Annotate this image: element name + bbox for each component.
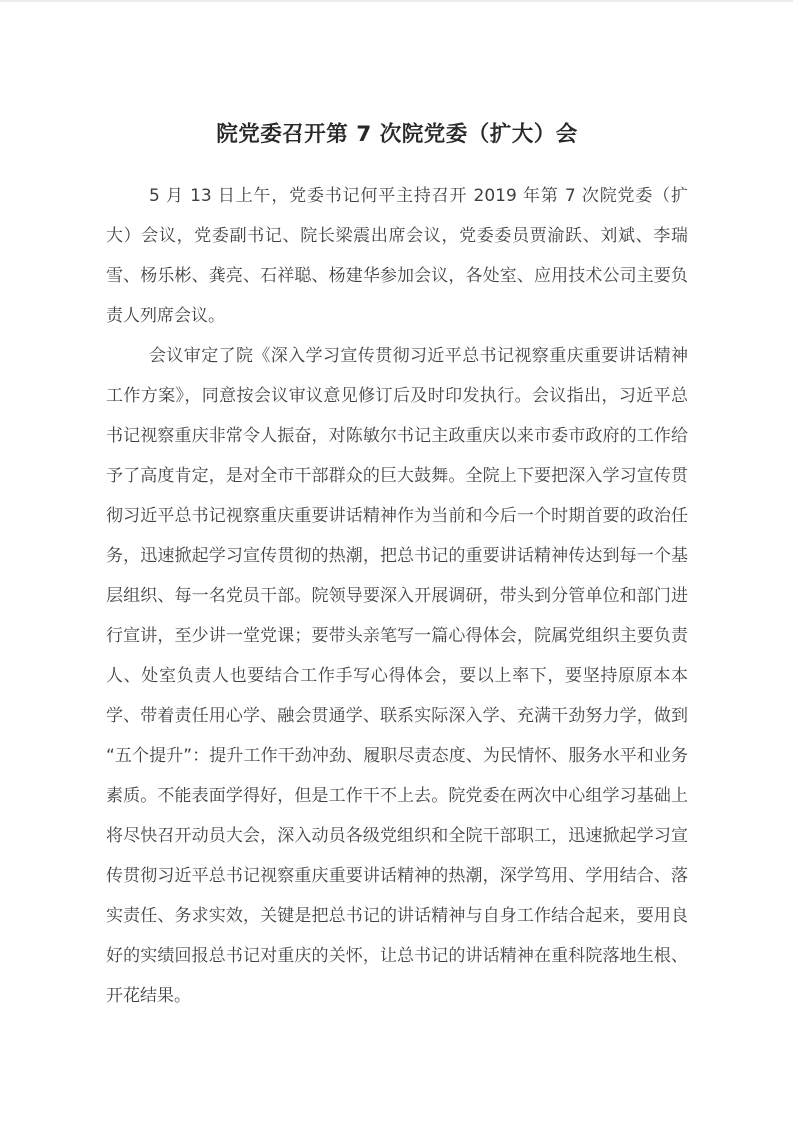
paragraph-1: 5 月 13 日上午，党委书记何平主持召开 2019 年第 7 次院党委（扩大）会议，党委副书记、院长梁震出席会议，党委委员贾渝跃、刘斌、李瑞雪、杨乐彬、龚亮、石祥聪、杨建华参加会议，各处室、应用技术公司主要负责人列席会议。 [106,186,688,326]
paragraph-2: 会议审定了院《深入学习宣传贯彻习近平总书记视察重庆重要讲话精神工作方案》，同意按会议审议意见修订后及时印发执行。会议指出，习近平总书记视察重庆非常令人振奋，对陈敏尔书记主政重庆以来市委市政府的工作给予了高度肯定，是对全市干部群众的巨大鼓舞。全院上下要把深入学习宣传贯彻习近平总书记视察重庆重要讲话精神作为当前和今后一个时期首要的政治任务，迅速掀起学习宣传贯彻的热潮，把总书记的重要讲话精神传达到每一个基层组织、每一名党员干部。院领导要深入开展调研，带头到分管单位和部门进行宣讲，至少讲一堂党课；要带头亲笔写一篇心得体会，院属党组织主要负责人、处室负责人也要结合工作手写心得体会，要以上率下，要坚持原原本本学、带着责任用心学、融会贯通学、联系实际深入学、充满干劲努力学，做到“五个提升”：提升工作干劲冲劲、履职尽责态度、为民情怀、服务水平和业务素质。不能表面学得好，但是工作干不上去。院党委在两次中心组学习基础上将尽快召开动员大会，深入动员各级党组织和全院干部职工，迅速掀起学习宣传贯彻习近平总书记视察重庆重要讲话精神的热潮，深学笃用、学用结合、落实责任、务求实效，关键是把总书记的讲话精神与自身工作结合起来，要用良好的实绩回报总书记对重庆的关怀，让总书记的讲话精神在重科院落地生根、开花结果。 [106,346,688,1006]
page-top-edge [0,0,793,2]
document-body [106,176,688,1016]
document-title: 院党委召开第 7 次院党委（扩大）会 [216,122,578,147]
